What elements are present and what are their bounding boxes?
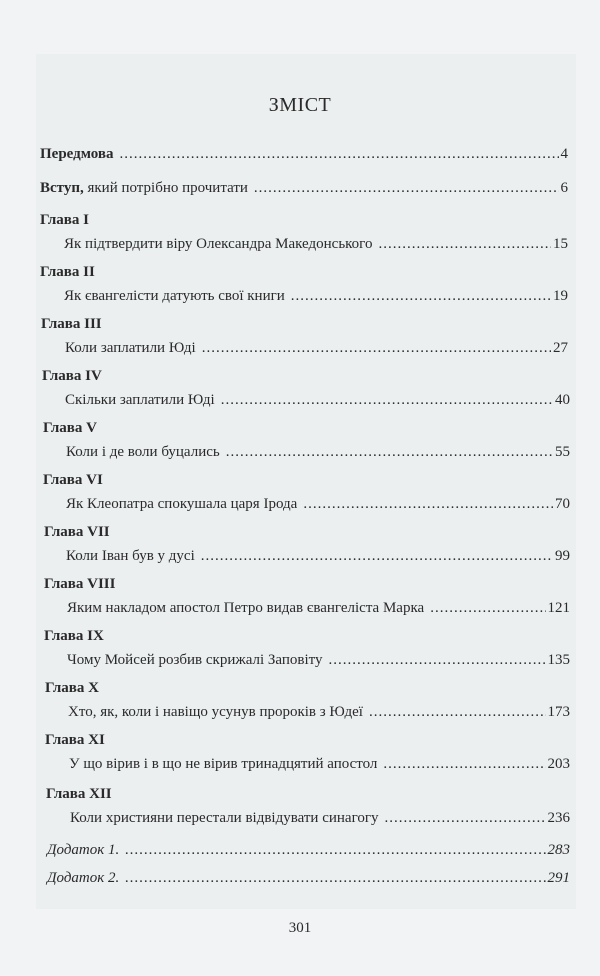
chapter-heading: Глава II [40, 264, 95, 280]
entry-title: Коли і де воли буцались [66, 444, 220, 460]
toc-entry-chapter-6[interactable] [66, 496, 570, 513]
toc-entry-chapter-1[interactable] [64, 236, 568, 253]
entry-title: Коли християни перестали відвідувати синагогу [70, 810, 379, 826]
chapter-heading: Глава X [45, 680, 99, 696]
page-number: 173 [547, 704, 570, 720]
page-number: 4 [560, 146, 568, 162]
leader-dots [125, 870, 545, 887]
toc-entry-chapter-2[interactable] [64, 288, 568, 305]
page-number-footer: 301 [288, 920, 312, 936]
entry-title: Додаток 1. [47, 842, 120, 858]
entry-title: Коли Іван був у дусі [66, 548, 195, 564]
page-number: 121 [547, 600, 570, 616]
page-number: 99 [555, 548, 570, 564]
entry-title: Передмова [40, 146, 114, 162]
page-number: 55 [555, 444, 570, 460]
page-number: 203 [547, 756, 570, 772]
leader-dots [202, 340, 551, 357]
leader-dots [201, 548, 553, 565]
leader-dots [430, 600, 545, 617]
toc-entry-chapter-8[interactable] [67, 600, 570, 617]
page-number: 19 [553, 288, 568, 304]
page-number: 70 [555, 496, 570, 512]
toc-entry-chapter-10[interactable] [68, 704, 570, 721]
chapter-heading: Глава VII [44, 524, 110, 540]
entry-title: Чому Мойсей розбив скрижалі Заповіту [67, 652, 323, 668]
chapter-heading: Глава V [43, 420, 97, 436]
entry-title: Хто, як, коли і навіщо усунув пророків з Юдеї [68, 704, 363, 720]
leader-dots [291, 288, 551, 305]
chapter-heading: Глава IX [44, 628, 104, 644]
entry-title: Додаток 2. [47, 870, 120, 886]
entry-title: Яким накладом апостол Петро видав євангеліста Марка [67, 600, 425, 616]
page-number: 135 [547, 652, 570, 668]
leader-dots [385, 810, 546, 827]
toc-entry-preface[interactable] [40, 146, 568, 163]
chapter-heading: Глава VI [43, 472, 103, 488]
page-number: 6 [560, 180, 568, 196]
toc-entry-appendix-1[interactable] [47, 842, 570, 859]
entry-title: Вступ, [40, 180, 84, 196]
toc-entry-chapter-3[interactable] [65, 340, 568, 357]
page-number: 236 [547, 810, 570, 826]
chapter-heading: Глава IV [42, 368, 102, 384]
leader-dots [383, 756, 545, 773]
page-number: 291 [547, 870, 570, 886]
toc-entry-introduction[interactable]: Вступ, який потрібно прочитати ..... 6 [40, 180, 568, 197]
leader-dots [221, 392, 553, 409]
chapter-heading: Глава I [40, 212, 89, 228]
page-number: 283 [547, 842, 570, 858]
leader-dots [329, 652, 546, 669]
toc-entry-chapter-5[interactable] [66, 444, 570, 461]
page-number: 27 [553, 340, 568, 356]
toc-entry-chapter-9[interactable] [67, 652, 570, 669]
leader-dots [303, 496, 553, 513]
page-number: 15 [553, 236, 568, 252]
leader-dots [119, 146, 558, 163]
entry-title: Коли заплатили Юді [65, 340, 196, 356]
leader-dots [125, 842, 545, 859]
toc-entry-appendix-2[interactable] [47, 870, 570, 887]
entry-title: Скільки заплатили Юді [65, 392, 215, 408]
chapter-heading: Глава III [41, 316, 102, 332]
leader-dots [369, 704, 546, 721]
page-title: ЗМІСТ [268, 94, 332, 116]
entry-title: Як євангелісти датують свої книги [64, 288, 285, 304]
leader-dots [378, 236, 551, 253]
chapter-heading: Глава XI [45, 732, 105, 748]
chapter-heading: Глава VIII [44, 576, 116, 592]
toc-entry-chapter-11[interactable] [69, 756, 570, 773]
entry-title: Як підтвердити віру Олександра Македонського [64, 236, 373, 252]
entry-title: Як Клеопатра спокушала царя Ірода [66, 496, 298, 512]
page-number: 40 [555, 392, 570, 408]
toc-entry-chapter-7[interactable] [66, 548, 570, 565]
toc-entry-chapter-12[interactable] [70, 810, 570, 827]
leader-dots [226, 444, 553, 461]
leader-dots [254, 180, 559, 197]
chapter-heading: Глава XII [46, 786, 112, 802]
toc-entry-chapter-4[interactable] [65, 392, 570, 409]
entry-title: У що вірив і в що не вірив тринадцятий апостол [69, 756, 378, 772]
